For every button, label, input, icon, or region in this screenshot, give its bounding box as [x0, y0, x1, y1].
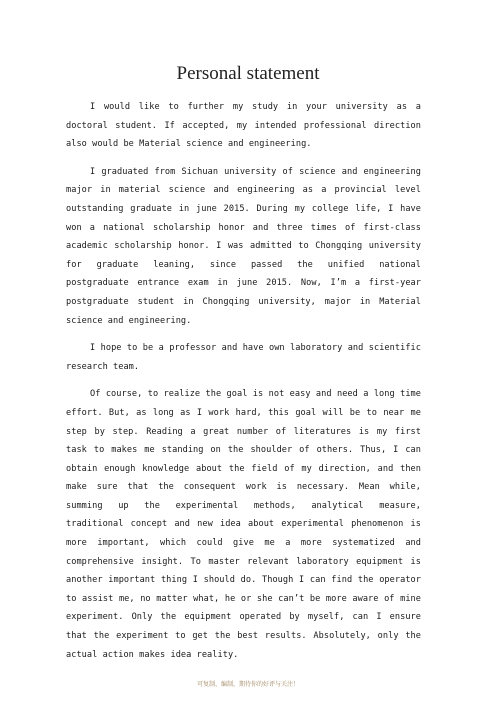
paragraph-intent: I would like to further my study in your university as a doctoral student. If accepted, my intended professional direction also would be Material science and engineering.	[66, 102, 421, 150]
footer-note: 可复制、编制，期待你的好评与关注！	[196, 681, 299, 688]
paragraph-goal: I hope to be a professor and have own laboratory and scientific research team.	[66, 343, 421, 372]
document-body	[66, 98, 421, 673]
paragraph-plan: Of course, to realize the goal is not easy and need a long time effort. But, as long as I work hard, this goal will be to near me step by step. Reading a great number of literatures is my first task to makes me standing on the shoulder of others. Thus, I can obtain enough knowledge about the field of my direction, and then make sure that the consequent work is necessary. Mean while, summing up the experimental methods, analytical measure, traditional concept and new idea about experimental phenomenon is more important, which could give me a more systematized and comprehensive insight. To master relevant laboratory equipment is another important thing I should do. Though I can find the operator to assist me, no matter what, he or she can’t be more aware of mine experiment. Only the equipment operated by myself, can I ensure that the experiment to get the best results. Absolutely, only the actual action makes idea reality.	[66, 389, 421, 660]
page-title: Personal statement	[176, 63, 320, 84]
paragraph-education: I graduated from Sichuan university of science and engineering major in material science and engineering as a provincial level outstanding graduate in june 2015. During my college life, I have won a national scholarship honor and three times of first-class academic scholarship honor. I was admitted to Chongqing university for graduate leaning, since passed the unified national postgraduate entrance exam in june 2015. Now, I’m a first-year postgraduate student in Chongqing university, major in Material science and engineering.	[66, 166, 421, 326]
